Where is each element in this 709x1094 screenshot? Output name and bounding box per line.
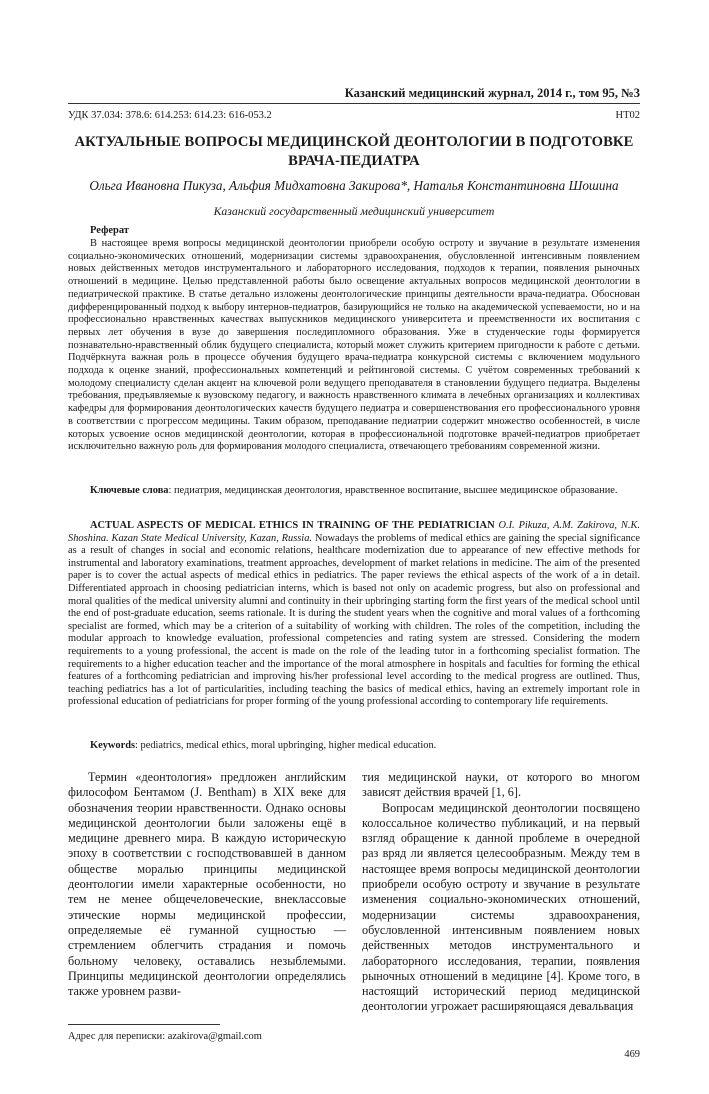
body-column-right bbox=[362, 770, 640, 1015]
keywords-ru-label: Ключевые слова bbox=[90, 485, 169, 496]
header-rule bbox=[68, 103, 640, 104]
correspondence-address: Адрес для переписки: azakirova@gmail.com bbox=[68, 1031, 262, 1042]
keywords-ru bbox=[68, 484, 640, 497]
udk-code: УДК 37.034: 378.6: 614.253: 614.23: 616-053.2 bbox=[68, 110, 272, 121]
footnote-rule bbox=[68, 1024, 220, 1025]
abstract-ru-text: В настоящее время вопросы медицинской деонтологии приобрели особую остроту и звучание в результате изменения социально-экономических отношений, модернизации системы здравоохранения, обусловленной интенсивным появлением новых действенных методов инструментального и лабораторного исследования, подходов к терапии, появления рыночных отношений в медицине. Целью представленной работы было освещение актуальных вопросов медицинской деонтологии в педиатрической практике. В статье детально изложены деонтологические принципы деятельности врача-педиатра. Обоснован дифференцированный подход к выбору интернов-педиатров, базирующийся не только на академической успеваемости, но и на профессионально нравственных качествах выпускников медицинского университета и преемственности их воспитания с первых лет обучения в вузе до завершения последипломного образования. Уже в студенческие годы формируется познавательно-нравственный облик будущего специалиста, который может служить критерием пригодности к работе с детьми. Подчёркнута важная роль в процессе обучения будущего врача-педиатра конкурсной системы с включением модульного подхода к оценке знаний, профессиональных компетенций и рейтинговой системы. С учётом современных требований к молодому специалисту сделан акцент на ключевой роли ведущего преподавателя в становлении будущего педиатра. Выделены требования, предъявляемые к вузовскому педагогу, и важность нравственного климата в лечебных организациях и коллективах кафедры для формирования деонтологических качеств будущего педиатра и совершенствования его профессионального уровня в соответствии с прогрессом медицины. Таким образом, преподавание педиатрии содержит множество особенностей, в числе которых усвоение основ медицинской деонтологии, которая в профессиональной подготовке врачей-педиатров приобретает исключительно важную роль для формирования молодого специалиста, отвечающего требованиям современной жизни. bbox=[68, 238, 640, 453]
article-authors: Ольга Ивановна Пикуза, Альфия Мидхатовна Закирова*, Наталья Константиновна Шошина bbox=[89, 178, 619, 193]
body-paragraph: Вопросам медицинской деонтологии посвящено колоссальное количество публикаций, и на первый взгляд обращение к данной проблеме в очередной раз вряд ли является целесообразным. Между тем в настоящее время вопросы медицинской деонтологии приобрели особую остроту и звучание в результате изменения социально-экономических отношений, модернизации системы здравоохранения, обусловленной интенсивным появлением новых действенных методов инструментального и лабораторного исследования, терапии, появления рыночных отношений в медицине [4]. Кроме того, в настоящий исторический период медицинской деонтологии угрожает расширяющаяся девальвация bbox=[362, 800, 640, 1014]
body-paragraph: Термин «деонтология» предложен английским философом Бентамом (J. Bentham) в XIX веке для обозначения теории нравственности. Однако основы медицинской деонтологии были заложены ещё в медицине древнего мира. В каждую историческую эпоху в соответствии с господствовавшей в данном обществе моралью принципы медицинской деонтологии имели характерные особенности, но тем не менее общечеловеческие, внеклассовые этические нормы медицинской профессии, определяемые её гуманной сущностью — стремлением облегчить страдания и помочь больному человеку, оставались незыблемыми. Принципы медицинской деонтологии определялись также уровнем разви- bbox=[68, 770, 346, 999]
keywords-en-label: Keywords bbox=[90, 740, 136, 751]
abstract-heading: Реферат bbox=[90, 225, 129, 236]
section-code: НТ02 bbox=[615, 110, 640, 121]
article-title: АКТУАЛЬНЫЕ ВОПРОСЫ МЕДИЦИНСКОЙ ДЕОНТОЛОГИИ В ПОДГОТОВКЕ ВРАЧА-ПЕДИАТРА bbox=[74, 134, 634, 169]
body-paragraph: тия медицинской науки, от которого во многом зависят действия врачей [1, 6]. bbox=[362, 770, 640, 800]
abstract-en bbox=[68, 520, 640, 709]
abstract-en-text: Nowadays the problems of medical ethics are gaining the special significance as a result of changes in social and economic relations, healthcare modernization due to appearance of new effective methods for instrumental and laboratory examinations, treatment approaches, development of market relations in medicine. The aim of the presented paper is to cover the actual aspects of medical ethics in pediatrics. The paper reviews the ethical aspects of the work of a in detail. Differentiated approach in choosing pediatrician interns, which is based not only on academic progress, but also on professional and moral qualities of the medical university alumni and continuity in their upbringing starting form the first years of the medical school until the end of post-graduate education, seems rationale. It is during the student years when the cognitive and moral values of a forthcoming specialist are formed, which may be a criterion of a suitability of working with children. The roles of the competition, including the modular approach to knowledge evaluation, professional competencies and rating system are stressed. Considering the modern requirements to a young professional, the accent is made on the role of the leading tutor in a forthcoming specialist formation. The requirements to a higher education teacher and the importance of the moral atmosphere in hospitals and faculties for forming the ethical features of a forthcoming pediatrician and improving his/her professional level according to the medical progress are outlined. Thus, teaching pediatrics has a lot of particularities, including teaching the basics of medical ethics, having an extremely important role in professional education of pediatricians for proper forming of the young professional according to contemporary life requirements. bbox=[68, 532, 640, 708]
journal-header: Казанский медицинский журнал, 2014 г., том 95, №3 bbox=[344, 86, 640, 100]
keywords-en bbox=[90, 740, 436, 751]
keywords-en-text: : pediatrics, medical ethics, moral upbringing, higher medical education. bbox=[135, 740, 437, 751]
page-number: 469 bbox=[624, 1049, 640, 1060]
article-affiliation: Казанский государственный медицинский университет bbox=[213, 204, 495, 218]
abstract-en-title: ACTUAL ASPECTS OF MEDICAL ETHICS IN TRAINING OF THE PEDIATRICIAN bbox=[90, 520, 495, 531]
keywords-ru-text: : педиатрия, медицинская деонтология, нравственное воспитание, высшее медицинское образование. bbox=[168, 485, 618, 496]
body-column-left bbox=[68, 770, 346, 999]
abstract-en-authors: O.I. Pikuza, A.M. Zakirova, N.K. Shoshina. Kazan State Medical University, Kazan, Russia. bbox=[68, 520, 640, 544]
